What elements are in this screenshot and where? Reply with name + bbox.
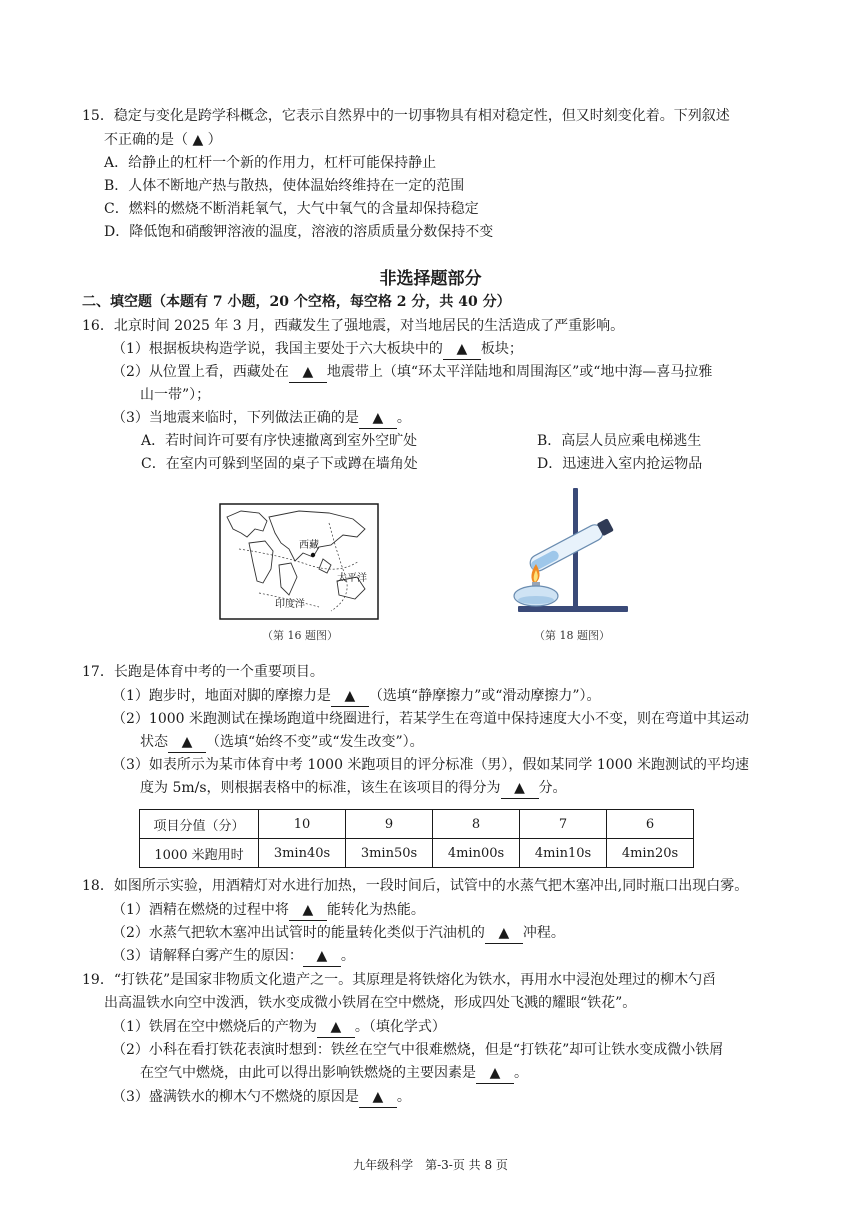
q16-part3 (112, 408, 411, 429)
q17-part2-text-b: 状态 (140, 734, 168, 750)
q17-part1-text-b: （选填“静摩擦力”或“滑动摩擦力”）。 (368, 688, 601, 704)
table-cell: 3min40s (259, 839, 346, 868)
answer-blank[interactable]: ▲ (443, 339, 481, 360)
table-cell: 4min10s (520, 839, 607, 868)
q17-part3-text-c: 分。 (538, 780, 567, 796)
answer-blank[interactable]: ▲ (289, 900, 327, 921)
q19-part1-text-a: （1）铁屑在空中燃烧后的产物为 (112, 1019, 317, 1035)
table-cell: 6 (607, 810, 694, 839)
q18-stem: 18．如图所示实验，用酒精灯对水进行加热，一段时间后，试管中的水蒸气把木塞冲出,同时瓶口出现白雾。 (82, 878, 749, 894)
table-header-cell: 1000 米跑用时 (140, 839, 259, 868)
answer-blank[interactable]: ▲ (317, 1017, 355, 1038)
q16-option-c: C．在室内可躲到坚固的桌子下或蹲在墙角处 (141, 456, 418, 472)
q18-part1 (112, 900, 425, 921)
q17-part3-line2 (140, 778, 567, 799)
q19-part1 (112, 1017, 446, 1038)
table-cell: 4min00s (433, 839, 520, 868)
q18-part1-text-b: 能转化为热能。 (326, 902, 425, 918)
q19-part1-text-b: 。（填化学式） (354, 1019, 446, 1035)
q18-part3-text-b: 。 (340, 948, 355, 964)
q19-part2-text-b: 在空气中燃烧，由此可以得出影响铁燃烧的主要因素是 (140, 1065, 476, 1081)
q19-part3 (112, 1087, 411, 1108)
q16-part2 (112, 362, 712, 383)
answer-blank[interactable]: ▲ (359, 408, 397, 429)
q17-part3-line1: （3）如表所示为某市体育中考 1000 米跑项目的评分标准（男），假如某同学 1000 米跑测试的平均速 (112, 757, 749, 773)
apparatus-figure-q18 (500, 486, 640, 620)
table-cell: 10 (259, 810, 346, 839)
q16-stem: 16．北京时间 2025 年 3 月，西藏发生了强地震，对当地居民的生活造成了严重影响。 (82, 318, 625, 334)
q17-part2-line2 (140, 732, 424, 753)
answer-blank[interactable]: ▲ (359, 1087, 397, 1108)
q19-part3-text-a: （3）盛满铁水的柳木勺不燃烧的原因是 (112, 1089, 359, 1105)
q17-part2-text-c: （选填“始终不变”或“发生改变”）。 (206, 734, 424, 750)
q16-part2-text-a: （2）从位置上看，西藏处在 (112, 364, 289, 380)
q18-part1-text-a: （1）酒精在燃烧的过程中将 (112, 902, 289, 918)
table-cell: 9 (346, 810, 433, 839)
q15-stem-line1: 15．稳定与变化是跨学科概念，它表示自然界中的一切事物具有相对稳定性，但又时刻变化着。下列叙述 (82, 108, 730, 124)
q15-option-c: C．燃料的燃烧不断消耗氧气，大气中氧气的含量却保持稳定 (104, 201, 479, 217)
q18-part2-text-a: （2）水蒸气把软木塞冲出试管时的能量转化类似于汽油机的 (112, 925, 485, 941)
scoring-table (139, 809, 694, 868)
section-title: 非选择题部分 (379, 269, 482, 289)
section-heading: 二、填空题（本题有 7 小题，20 个空格，每空格 2 分，共 40 分） (82, 294, 511, 310)
table-cell: 3min50s (346, 839, 433, 868)
map-label-tibet: 西藏 (299, 540, 319, 551)
q17-part1-text-a: （1）跑步时，地面对脚的摩擦力是 (112, 688, 331, 704)
q16-part3-text-b: 。 (396, 410, 411, 426)
q16-option-a: A．若时间许可要有序快速撤离到室外空旷处 (141, 433, 418, 449)
table-cell: 8 (433, 810, 520, 839)
q19-part2-line2 (140, 1063, 528, 1084)
q18-part2 (112, 923, 565, 944)
q17-part2-line1: （2）1000 米跑测试在操场跑道中绕圈进行，若某学生在弯道中保持速度大小不变，则在弯道中其运动 (112, 711, 749, 727)
answer-blank[interactable]: ▲ (476, 1063, 514, 1084)
stand-base (518, 606, 628, 612)
answer-blank[interactable]: ▲ (485, 923, 523, 944)
map-figure-q16 (219, 503, 379, 620)
table-row (140, 810, 694, 839)
answer-blank[interactable]: ▲ (331, 686, 369, 707)
q19-part2-line1: （2）小科在看打铁花表演时想到：铁丝在空气中很难燃烧，但是“打铁花”却可让铁水变成微小铁屑 (112, 1042, 724, 1058)
tibet-marker (311, 553, 315, 557)
q15-option-b: B．人体不断地产热与散热，使体温始终维持在一定的范围 (104, 178, 465, 194)
answer-blank[interactable]: ▲ (303, 946, 341, 967)
q18-part3-text-a: （3）请解释白雾产生的原因： (112, 948, 303, 964)
table-row (140, 839, 694, 868)
q17-part3-text-b: 度为 5m/s，则根据表格中的标准，该生在该项目的得分为 (140, 780, 501, 796)
q17-part1 (112, 686, 601, 707)
answer-blank[interactable]: ▲ (289, 362, 327, 383)
q18-part3 (112, 946, 355, 967)
q16-part3-text-a: （3）当地震来临时，下列做法正确的是 (112, 410, 359, 426)
q19-part2-text-c: 。 (514, 1065, 528, 1081)
answer-blank[interactable]: ▲ (168, 732, 206, 753)
alcohol-liquid (518, 596, 554, 604)
q16-part2-cont: 山一带”）； (140, 387, 211, 403)
q18-part2-text-b: 冲程。 (522, 925, 565, 941)
figure-18-caption: （第 18 题图） (534, 629, 610, 642)
q17-stem: 17．长跑是体育中考的一个重要项目。 (82, 664, 324, 680)
table-cell: 7 (520, 810, 607, 839)
q16-part1-text-b: 板块； (480, 341, 523, 357)
q19-stem-line2: 出高温铁水向空中泼洒，铁水变成微小铁屑在空中燃烧，形成四处飞溅的耀眼“铁花”。 (104, 995, 637, 1011)
q16-option-d: D．迅速进入室内抢运物品 (537, 456, 703, 472)
table-cell: 4min20s (607, 839, 694, 868)
figure-16-caption: （第 16 题图） (262, 629, 338, 642)
q15-stem-line2: 不正确的是（ ▲ ） (104, 132, 222, 148)
q15-option-d: D．降低饱和硝酸钾溶液的温度，溶液的溶质质量分数保持不变 (104, 224, 494, 240)
q16-part2-text-b: 地震带上（填“环太平洋陆地和周围海区”或“地中海—喜马拉雅 (326, 364, 713, 380)
table-header-cell: 项目分值（分） (140, 810, 259, 839)
test-tube (527, 517, 614, 573)
map-label-indian-ocean: 印度洋 (275, 599, 305, 610)
map-label-pacific: 太平洋 (337, 573, 367, 584)
q19-stem-line1: 19．“打铁花”是国家非物质文化遗产之一。其原理是将铁熔化为铁水，再用水中浸泡处理过的柳木勺舀 (82, 972, 717, 988)
q15-option-a: A．给静止的杠杆一个新的作用力，杠杆可能保持静止 (104, 155, 437, 171)
page-footer: 九年级科学 第-3-页 共 8 页 (353, 1158, 508, 1172)
q16-part1-text-a: （1）根据板块构造学说，我国主要处于六大板块中的 (112, 341, 443, 357)
q16-option-b: B．高层人员应乘电梯逃生 (537, 433, 702, 449)
q16-part1 (112, 339, 523, 360)
answer-blank[interactable]: ▲ (501, 778, 539, 799)
q19-part3-text-b: 。 (396, 1089, 411, 1105)
